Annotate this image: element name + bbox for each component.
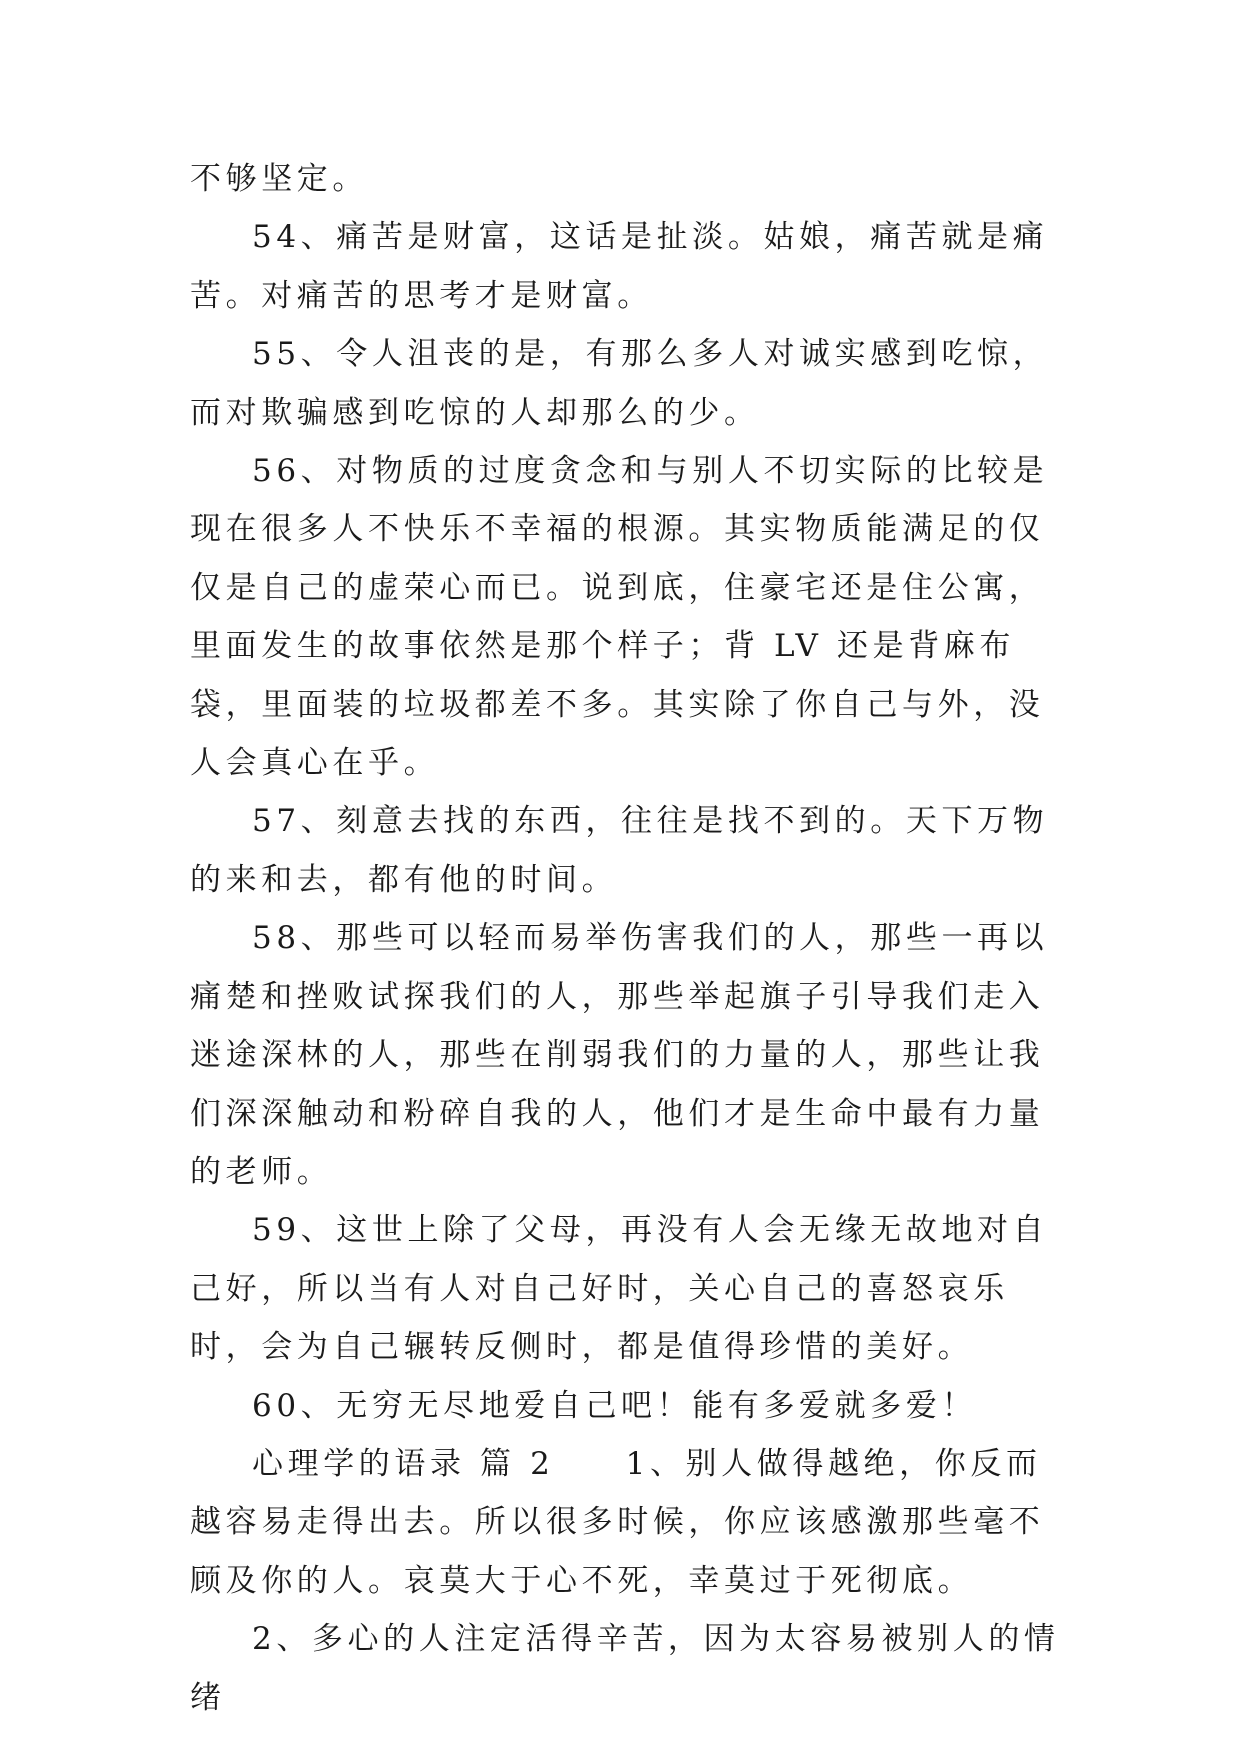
paragraph-item-60: 60、无穷无尽地爱自己吧！能有多爱就多爱！ bbox=[252, 1387, 978, 1424]
paragraph-item-57: 57、刻意去找的东西，往往是找不到的。天下万物的来和去，都有他的时间。 bbox=[190, 803, 1049, 898]
paragraph-item-59: 59、这世上除了父母，再没有人会无缘无故地对自己好，所以当有人对自己好时，关心自己的喜怒哀乐时，会为自己辗转反侧时，都是值得珍惜的美好。 bbox=[190, 1212, 1049, 1366]
document-body bbox=[190, 150, 1070, 1727]
paragraph-item-58: 58、那些可以轻而易举伤害我们的人，那些一再以痛楚和挫败试探我们的人，那些举起旗子引导我们走入迷途深林的人，那些在削弱我们的力量的人，那些让我们深深触动和粉碎自我的人，他们才是生命中最有力量的老师。 bbox=[190, 920, 1049, 1190]
paragraph-continuation: 不够坚定。 bbox=[190, 161, 368, 197]
paragraph-item-2: 2、多心的人注定活得辛苦，因为太容易被别人的情绪 bbox=[190, 1621, 1060, 1716]
paragraph-item-56: 56、对物质的过度贪念和与别人不切实际的比较是现在很多人不快乐不幸福的根源。其实物质能满足的仅仅是自己的虚荣心而已。说到底，住豪宅还是住公寓，里面发生的故事依然是那个样子；背 LV 还是背麻布袋，里面装的垃圾都差不多。其实除了你自己与外，没人会真心在乎。 bbox=[190, 453, 1049, 782]
paragraph-section-2: 心理学的语录 篇 2 1、别人做得越绝，你反而越容易走得出去。所以很多时候，你应该感激那些毫不顾及你的人。哀莫大于心不死，幸莫过于死彻底。 bbox=[190, 1445, 1045, 1599]
paragraph-item-54: 54、痛苦是财富，这话是扯淡。姑娘，痛苦就是痛苦。对痛苦的思考才是财富。 bbox=[190, 219, 1049, 314]
paragraph-item-55: 55、令人沮丧的是，有那么多人对诚实感到吃惊，而对欺骗感到吃惊的人却那么的少。 bbox=[190, 336, 1049, 431]
